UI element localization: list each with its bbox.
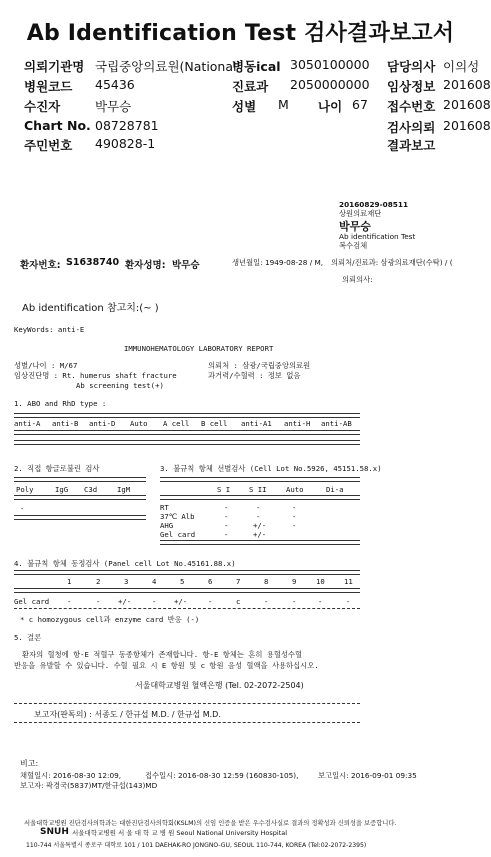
- panel-cell: -: [318, 597, 323, 606]
- abo-col: anti-D: [89, 419, 116, 428]
- screen-s2: +/-: [253, 521, 267, 530]
- value-department: 2050000000: [290, 77, 370, 92]
- dat-rule-top: [14, 477, 146, 482]
- panel-note: * c homozygous cell과 enzyme card 반응 (-): [20, 615, 200, 624]
- panel-col: 6: [208, 577, 213, 586]
- label-age: 나이: [318, 99, 343, 114]
- label-hospital-code: 병원코드: [24, 79, 73, 94]
- abo-col: B cell: [201, 419, 228, 428]
- panel-cell: -: [152, 597, 157, 606]
- value-hospital-code: 45436: [95, 77, 135, 92]
- label-department: 진료과: [232, 79, 269, 94]
- keywords: KeyWords: anti-E: [14, 325, 85, 334]
- diagnosis: 임상진단명 : Rt. humerus shaft fracture: [14, 371, 177, 380]
- screen-phase: 37℃ Alb: [160, 512, 195, 521]
- scanned-report: [0, 178, 481, 857]
- value-institution: 국립중앙의료원(National: [95, 59, 237, 74]
- screen-rule-bot: [160, 540, 360, 545]
- screen-col-auto: Auto: [286, 485, 304, 494]
- screen-s1: -: [224, 512, 229, 521]
- collected-time: 채혈일시: 2016-08-30 12:09,: [20, 771, 122, 780]
- screen-s2: -: [256, 512, 261, 521]
- value-request: 201608: [443, 118, 491, 133]
- panel-rule-top: [14, 570, 360, 575]
- abo-col: anti-A: [14, 419, 41, 428]
- panel-rule-mid: [14, 588, 360, 593]
- abo-col: A cell: [163, 419, 190, 428]
- screen-auto: -: [292, 512, 297, 521]
- label-sex: 성별: [232, 99, 257, 114]
- screen-s1: -: [224, 530, 229, 539]
- screen-auto: -: [292, 521, 297, 530]
- screen-s2: +/-: [253, 530, 267, 539]
- panel-cell: +/-: [174, 597, 188, 606]
- sex-age: 성별/나이 : M/67: [14, 361, 78, 370]
- abo-title: 1. ABO and RhD type :: [14, 399, 107, 408]
- value-accession: 201608: [443, 97, 491, 112]
- label-accession: 접수번호: [387, 99, 436, 114]
- patient-name-label: 환자성명:: [125, 260, 166, 271]
- panel-row-label: Gel card: [14, 597, 50, 606]
- accreditation-note: 서울대학교병원 진단검사의학과는 대한진단검사의학회(KSLM)의 신임 인증을 받은 우수검사실로 결과의 정확성과 신뢰성을 보증합니다.: [24, 820, 397, 827]
- reporter-codes: 보고자: 곽경국(5837)MT/한규섭(143)MD: [20, 781, 158, 790]
- dat-col-poly: Poly: [16, 485, 34, 494]
- value-doctor: 이의성: [443, 59, 480, 74]
- section-title: Ab identification 참고치:(~ ): [22, 303, 159, 314]
- label-chart-no: Chart No.: [24, 118, 91, 133]
- panel-col: 2: [96, 577, 101, 586]
- screen-rule-top: [160, 477, 360, 482]
- dat-col-igg: IgG: [55, 485, 69, 494]
- panel-col: 5: [180, 577, 185, 586]
- value-patient: 박무승: [95, 99, 132, 114]
- reporter-rule-top: [14, 703, 360, 704]
- dat-rule-mid: [14, 495, 146, 500]
- panel-cell: c: [236, 597, 241, 606]
- report-title: Ab Identification Test 검사결과보고서: [26, 21, 455, 46]
- conclusion-line2: 반응을 유발할 수 있습니다. 수혈 필요 시 E 항원 및 c 항원 음성 혈액을 사용하십시오.: [14, 661, 319, 670]
- reporter: 보고자(판독의) : 서종도 / 한규섭 M.D. / 한규섭 M.D.: [34, 710, 221, 719]
- label-doctor: 담당의사: [387, 59, 436, 74]
- value-resident-no: 490828-1: [95, 136, 156, 151]
- stamp-test: Ab identification Test: [339, 232, 416, 241]
- value-sex: M: [278, 97, 289, 112]
- screen-phase: RT: [160, 503, 169, 512]
- stamp-name: 박무승: [339, 220, 371, 233]
- panel-cell: -: [208, 597, 213, 606]
- panel-cell: -: [346, 597, 351, 606]
- panel-col: 1: [67, 577, 72, 586]
- panel-cell: -: [67, 597, 72, 606]
- screen-col-s1: S I: [217, 485, 231, 494]
- screen-title: 3. 불규칙 항체 선별검사 (Cell Lot No.5926, 45151.58.x): [160, 464, 382, 473]
- dat-rule-bot: [14, 515, 146, 520]
- dat-title: 2. 직접 항글로불린 검사: [14, 464, 100, 473]
- panel-rule-bot: [14, 608, 360, 609]
- screen-auto: -: [292, 503, 297, 512]
- patient-id-label: 환자번호:: [20, 260, 61, 271]
- patient-name: 박무승: [172, 260, 200, 271]
- screen-s1: -: [224, 521, 229, 530]
- patient-id: S1638740: [66, 257, 120, 268]
- label-resident-no: 주민번호: [24, 138, 73, 153]
- panel-col: 7: [236, 577, 241, 586]
- value-age: 67: [352, 97, 368, 112]
- screen-col-dia: Di-a: [326, 485, 344, 494]
- dat-col-igm: IgM: [117, 485, 131, 494]
- reporter-rule-bot: [14, 722, 360, 723]
- label-clinical-info: 임상정보: [387, 79, 436, 94]
- screen-s1: -: [224, 503, 229, 512]
- label-institution: 의뢰기관명: [24, 59, 85, 74]
- stamp-number: 20160829-08511: [339, 200, 409, 209]
- panel-col: 9: [292, 577, 297, 586]
- refer: 의뢰처 : 삼광/국립중앙의료원: [208, 361, 311, 370]
- value-ward: 3050100000: [290, 57, 370, 72]
- abo-rule-bot: [14, 440, 360, 445]
- stamp-sample: 복수검체: [339, 241, 368, 250]
- panel-title: 4. 불규칙 항체 동정검사 (Panel cell Lot No.45161.88.x): [14, 559, 236, 568]
- abo-rule-top: [14, 413, 360, 418]
- screen-phase: AHG: [160, 521, 174, 530]
- screen-col-s2: S II: [249, 485, 267, 494]
- panel-cell: -: [96, 597, 101, 606]
- label-ward: 병동ical: [232, 59, 281, 74]
- blood-bank: 서울대학교병원 혈액은행 (Tel. 02-2072-2504): [135, 681, 304, 690]
- abo-col: Auto: [130, 419, 148, 428]
- stamp-org: 상원의료재단: [339, 209, 382, 218]
- patient-doctor: 의뢰의사:: [342, 275, 373, 284]
- abo-col: anti-B: [52, 419, 79, 428]
- value-clinical-info: 201608: [443, 77, 491, 92]
- abo-col: anti-AB: [321, 419, 352, 428]
- footer-brand: SNUH: [40, 827, 69, 837]
- lab-title: IMMUNOHEMATOLOGY LABORATORY REPORT: [124, 344, 274, 353]
- conclusion-line1: 환자의 혈청에 항-E 적혈구 동종항체가 존재합니다. 항-E 항체는 흔히 용혈성수혈: [22, 650, 303, 659]
- received-time: 접수일시: 2016-08-30 12:59 (160830-105),: [145, 771, 299, 780]
- panel-col: 3: [124, 577, 129, 586]
- panel-col: 10: [316, 577, 325, 586]
- patient-dept: 의뢰처/진료과: 삼광의료재단(수탁) / (: [331, 258, 453, 267]
- conclusion-title: 5. 결론: [14, 633, 42, 642]
- panel-cell: -: [264, 597, 269, 606]
- footer-address: 110-744 서울특별시 종로구 대학로 101 / 101 DAEHAK-RO JONGNO-GU, SEOUL 110-744, KOREA (Tel:02-2072-2395): [26, 842, 367, 849]
- reported-time: 보고일시: 2016-09-01 09:35: [318, 771, 417, 780]
- panel-cell: +/-: [118, 597, 132, 606]
- panel-col: 4: [152, 577, 157, 586]
- label-result-report: 결과보고: [387, 138, 436, 153]
- screen-phase: Gel card: [160, 530, 196, 539]
- screen-s2: -: [256, 503, 261, 512]
- patient-birth: 생년월일: 1949-08-28 / M,: [232, 258, 324, 267]
- abo-rule-mid: [14, 430, 360, 435]
- panel-col: 8: [264, 577, 269, 586]
- value-chart-no: 08728781: [95, 118, 159, 133]
- screen-summary: Ab screening test(+): [76, 381, 164, 390]
- screen-rule-mid: [160, 495, 360, 500]
- label-patient: 수진자: [24, 99, 61, 114]
- abo-col: anti-H: [284, 419, 311, 428]
- dat-value-poly: -: [20, 504, 25, 513]
- abo-col: anti-A1: [241, 419, 272, 428]
- panel-cell: -: [292, 597, 297, 606]
- remark-label: 비고:: [20, 759, 39, 768]
- footer-hospital-name: 서울대학교병원 서 울 대 학 교 병 원 Seoul National University Hospital: [72, 829, 288, 837]
- label-request: 검사의뢰: [387, 120, 436, 135]
- dat-col-c3d: C3d: [84, 485, 98, 494]
- history: 과거력/수혈력 : 정보 없음: [208, 371, 301, 380]
- panel-col: 11: [344, 577, 353, 586]
